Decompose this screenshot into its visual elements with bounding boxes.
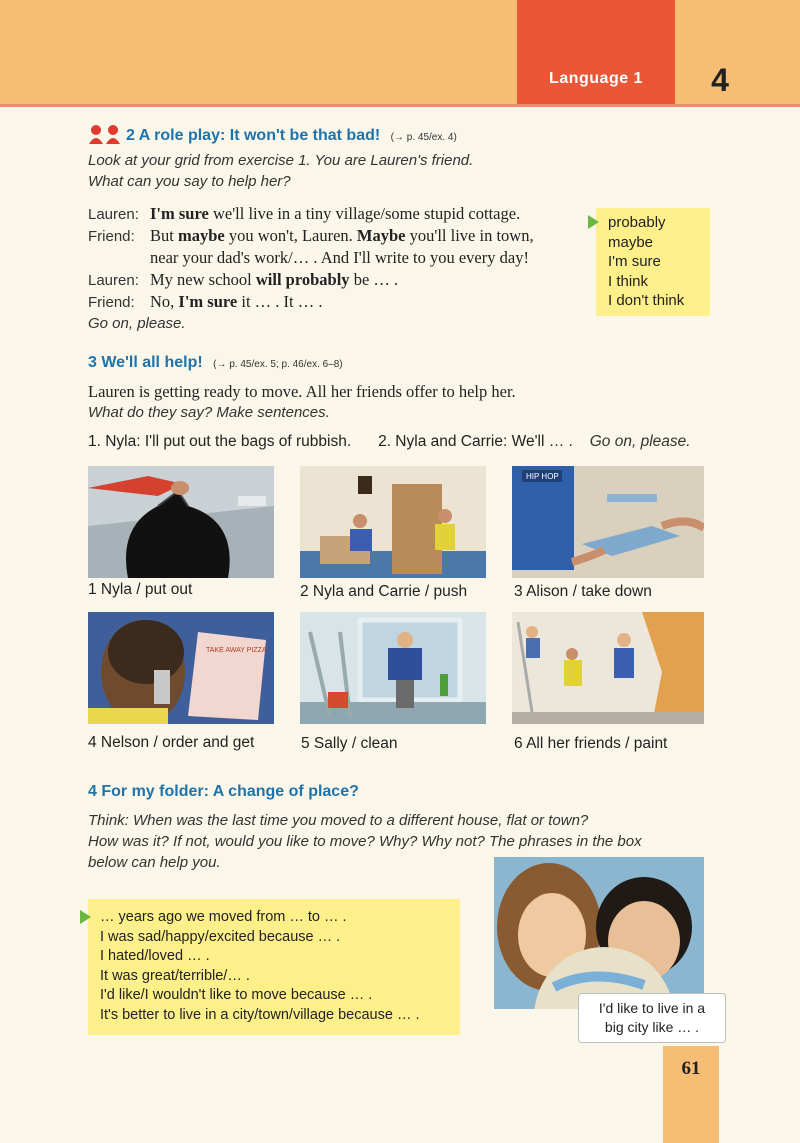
phrase-item: I think <box>608 272 649 290</box>
speaker: Friend: <box>88 294 135 311</box>
picture-caption: 4 Nelson / order and get <box>88 734 255 751</box>
ex3-intro: Lauren is getting ready to move. All her friends offer to help her. <box>88 382 516 401</box>
phrase-item: I don't think <box>608 292 685 309</box>
picture-4-phone-pizza <box>88 612 274 724</box>
folder-phrase: … years ago we moved from … to … . <box>100 909 347 925</box>
dialogue-line-lauren-2 <box>88 269 588 291</box>
phrase-item: maybe <box>608 233 654 251</box>
speaker: Lauren: <box>88 272 139 289</box>
speech-bubble <box>578 993 726 1043</box>
green-arrow-icon <box>588 215 599 229</box>
picture-5-window-cleaning <box>300 612 486 724</box>
ex2-instr-line1: Look at your grid from exercise 1. You are Lauren's friend. <box>88 152 474 169</box>
dialogue-text: you won't, Lauren. <box>224 226 357 245</box>
ex3-ref: (→ p. 45/ex. 5; p. 46/ex. 6–8) <box>213 359 343 370</box>
phrase-item: probably <box>608 214 666 231</box>
folder-phrase: I was sad/happy/excited because … . <box>100 928 341 945</box>
ex3-examples <box>88 431 691 452</box>
folder-phrase: I'd like/I wouldn't like to move because … . <box>100 987 373 1003</box>
ex4-heading <box>88 783 359 801</box>
picture-caption: 1 Nyla / put out <box>88 581 193 598</box>
bold-phrase: will probably <box>255 270 350 289</box>
unit-number: 4 <box>711 62 729 98</box>
green-arrow-icon <box>80 910 91 924</box>
pair-work-icon <box>88 124 122 144</box>
ex2-dialogue <box>88 203 588 334</box>
picture-caption: 3 Alison / take down <box>514 583 652 600</box>
bubble-line2: big city like … . <box>604 1019 700 1035</box>
dialogue-text: My new school <box>150 270 256 289</box>
dialogue-line-friend-1 <box>88 225 588 247</box>
page-number: 61 <box>681 1058 701 1079</box>
dialogue-line-friend-1-cont <box>88 247 588 269</box>
dialogue-text: be … . <box>349 270 399 289</box>
bold-phrase: Maybe <box>356 226 406 245</box>
speaker: Lauren: <box>88 206 139 223</box>
ex2-ref: (→ p. 45/ex. 4) <box>390 132 457 143</box>
picture-caption: 5 Sally / clean <box>301 735 398 752</box>
dialogue-text: No, <box>150 292 179 311</box>
folder-phrase: It's better to live in a city/town/village because … . <box>100 1006 420 1023</box>
ex2-go-on: Go on, please. <box>88 315 186 332</box>
ex4-instr-line1: Think: When was the last time you moved to a different house, flat or town? <box>88 812 589 829</box>
picture-6-painting <box>512 612 704 724</box>
dialogue-text: near your dad's work/… . And I'll write to you every day! <box>150 248 529 267</box>
picture-3-shelf <box>512 466 704 578</box>
dialogue-line-friend-2 <box>88 291 588 313</box>
ex4-phrase-box <box>88 899 460 1035</box>
header-rule <box>0 104 800 107</box>
ex2-heading <box>126 127 457 145</box>
dialogue-text: it … . It … . <box>237 292 323 311</box>
dialogue-text: we'll live in a tiny village/some stupid cottage. <box>208 204 521 223</box>
ex4-instr-line2: How was it? If not, would you like to move? Why? Why not? The phrases in the box <box>88 833 642 850</box>
example-1: 1. Nyla: I'll put out the bags of rubbish. <box>88 433 352 450</box>
picture-1-rubbish-bag <box>88 466 274 578</box>
header-band <box>0 0 800 104</box>
ex4-title: For my folder: A change of place? <box>101 783 359 800</box>
pizza-menu-text: TAKE AWAY PIZZA <box>206 647 267 654</box>
folder-phrase: I hated/loved … . <box>100 948 210 964</box>
dialogue-line-lauren-1 <box>88 203 588 225</box>
ex3-go-on: Go on, please. <box>589 433 691 450</box>
ex2-number: 2 <box>126 127 135 144</box>
folder-phrase: It was great/terrible/… . <box>100 967 250 984</box>
ex3-instructions: What do they say? Make sentences. <box>88 404 330 421</box>
section-label-box <box>517 0 675 104</box>
picture-caption: 6 All her friends / paint <box>514 735 668 752</box>
bold-phrase: I'm sure <box>150 204 209 223</box>
ex4-instr-line3: below can help you. <box>88 854 221 871</box>
poster-text: HIP HOP <box>526 472 559 481</box>
ex2-instructions <box>88 150 568 192</box>
bold-phrase: maybe <box>177 226 225 245</box>
phrase-item: I'm sure <box>608 253 661 270</box>
ex3-title: We'll all help! <box>101 354 203 371</box>
ex3-heading <box>88 354 343 372</box>
dialogue-text: you'll live in town, <box>405 226 534 245</box>
picture-2-wardrobe <box>300 466 486 578</box>
section-label: Language 1 <box>549 70 643 87</box>
dialogue-text: But <box>150 226 178 245</box>
ex4-number: 4 <box>88 783 97 800</box>
bubble-line1: I'd like to live in a <box>598 1000 706 1016</box>
ex2-phrase-box <box>596 208 710 316</box>
picture-caption: 2 Nyla and Carrie / push <box>300 583 468 600</box>
photo-children-globe <box>494 857 704 1009</box>
ex2-title: A role play: It won't be that bad! <box>138 127 381 144</box>
ex2-instr-line2: What can you say to help her? <box>88 173 291 190</box>
speaker: Friend: <box>88 228 135 245</box>
ex3-number: 3 <box>88 354 97 371</box>
example-2: 2. Nyla and Carrie: We'll … . <box>378 433 573 450</box>
bold-phrase: I'm sure <box>178 292 238 311</box>
